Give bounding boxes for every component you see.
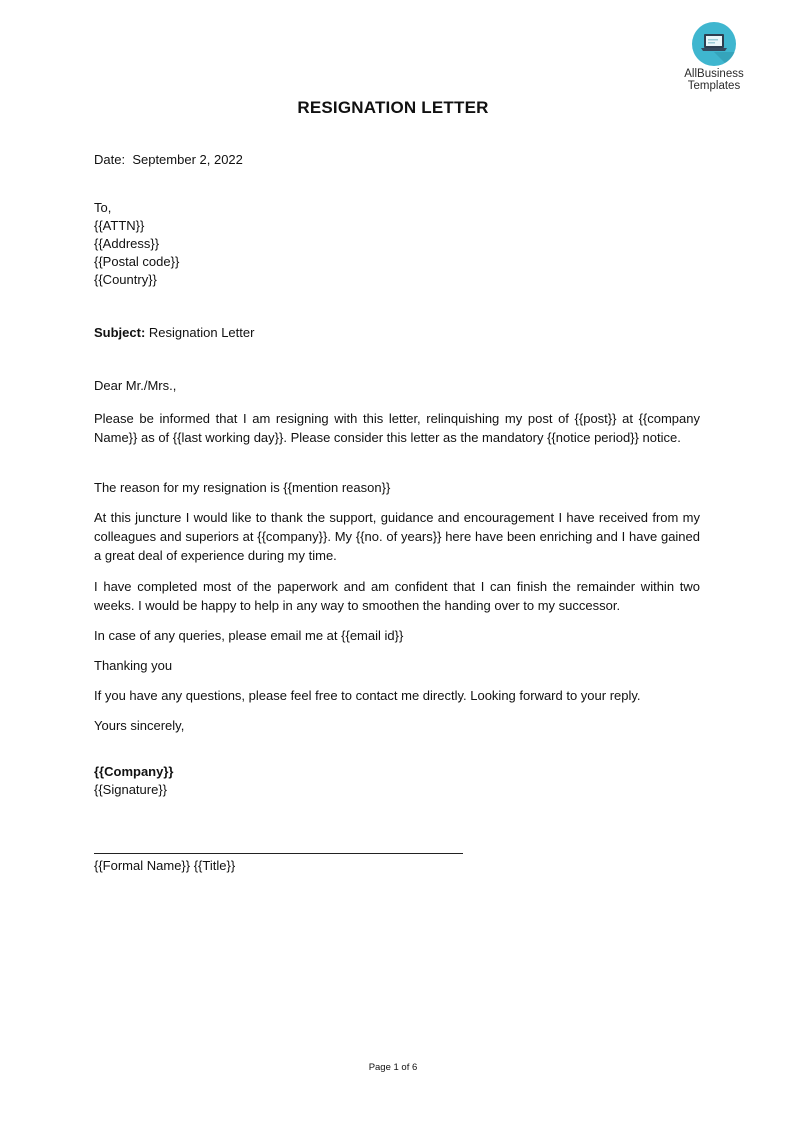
date-line bbox=[94, 150, 700, 169]
address-line: {{ATTN}} bbox=[94, 218, 145, 233]
paragraph-handover: I have completed most of the paperwork and am confident that I can finish the remainder within two weeks. I would be happy to help in any way to smoothen the handing over to my successor. bbox=[94, 579, 700, 613]
subject-line bbox=[94, 323, 700, 342]
date-label: Date: bbox=[94, 152, 126, 167]
paragraph-thanks: At this juncture I would like to thank the support, guidance and encouragement I have received from my colleagues and superiors at {{company}}. My {{no. of years}} here have been enriching and I have gained a great deal of experience during my time. bbox=[94, 510, 700, 563]
date-value: September 2, 2022 bbox=[132, 152, 243, 167]
address-line: {{Country}} bbox=[94, 272, 157, 287]
recipient-address bbox=[94, 199, 700, 289]
paragraph-questions: If you have any questions, please feel free to contact me directly. Looking forward to your reply. bbox=[94, 688, 641, 703]
logo-line-2: Templates bbox=[687, 80, 741, 92]
paragraph-notice: Please be informed that I am resigning with this letter, relinquishing my post of {{post}} at {{company Name}} as of {{last working day}}. Please consider this letter as the mandatory {{notice period}} notice. bbox=[94, 411, 700, 445]
address-line: {{Address}} bbox=[94, 236, 160, 251]
paragraph-thanking: Thanking you bbox=[94, 658, 173, 673]
allbusiness-templates-logo bbox=[674, 22, 754, 92]
signatory-name-title: {{Formal Name}} {{Title}} bbox=[94, 858, 236, 873]
paragraph-contact: In case of any queries, please email me at {{email id}} bbox=[94, 628, 404, 643]
closing-company: {{Company}} bbox=[94, 764, 174, 779]
logo-line-1: AllBusiness bbox=[684, 68, 744, 80]
subject-label: Subject: bbox=[94, 325, 146, 340]
laptop-icon bbox=[692, 22, 736, 66]
paragraph-sincerely: Yours sincerely, bbox=[94, 718, 185, 733]
page-number: Page 1 of 6 bbox=[368, 1062, 418, 1073]
address-line: To, bbox=[94, 200, 112, 215]
paragraph-reason: The reason for my resignation is {{mention reason}} bbox=[94, 480, 391, 495]
signature-line bbox=[94, 853, 463, 854]
address-line: {{Postal code}} bbox=[94, 254, 180, 269]
subject-value: Resignation Letter bbox=[148, 325, 255, 340]
greeting: Dear Mr./Mrs., bbox=[94, 378, 177, 393]
closing-signature: {{Signature}} bbox=[94, 782, 168, 797]
document-title: RESIGNATION LETTER bbox=[297, 98, 489, 117]
